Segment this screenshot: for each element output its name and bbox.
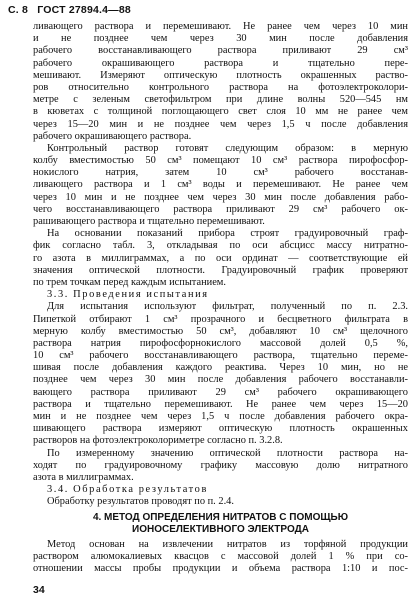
text-line: Пипеткой отбирают 1 см³ прозрачного и бесцветного фильтрата в (33, 313, 408, 325)
text-line: по трем точкам перед каждым испытанием. (33, 276, 226, 288)
text-line: фик согласно табл. 3, откладывая по оси абсцисс массу нитратно- (33, 240, 408, 252)
text-line: го азота в миллиграммах, а по оси ординат — соответствующие ей (33, 252, 408, 264)
page-header (8, 4, 137, 16)
text-line: Контрольный раствор готовят следующим образом: в мерную (47, 142, 408, 154)
standard-number: ГОСТ 27894.4—88 (37, 4, 131, 16)
document-body (33, 21, 408, 575)
text-line: рабочего окрашивающего раствора. (33, 130, 192, 142)
text-line: значения оптической плотности. Градуировочный график проверяют (33, 264, 408, 276)
section-heading: ИОНОСЕЛЕКТИВНОГО ЭЛЕКТРОДА (132, 523, 309, 535)
text-line: через 10 мин и не позднее чем через 30 мин после добавления рабо- (33, 191, 408, 203)
text-line: через 15—20 мин и не позднее чем через 1,5 ч после добавления (33, 118, 408, 130)
text-line: рабочего восстанавливающего раствора приливают 29 см³ (33, 45, 408, 57)
text-line: нокислого натрия, затем 10 см³ рабочего восстанав- (33, 167, 408, 179)
text-line: растворов на фотоэлектроколориметре согласно п. 3.2.8. (33, 435, 283, 447)
text-line: 3.3. Проведения испытания (47, 289, 209, 301)
text-line: 3.4. Обработка результатов (47, 484, 208, 496)
text-line: колбу вместимостью 50 см³ помещают 10 см³ раствора пирофосфор- (33, 155, 408, 167)
text-line: азота в миллиграммах. (33, 471, 134, 483)
text-line: отношении массы пробы продукции и объема раствора 1:10 и пос- (33, 563, 408, 575)
text-line: мешивают. Измеряют оптическую плотность окрашенных раство- (33, 69, 408, 81)
text-line: раствора натрия пирофосфорнокислого массовой долей 0,5 %, (33, 337, 408, 349)
text-line: мерную колбу вместимостью 50 см³, добавляют 10 см³ щелочного (33, 325, 408, 337)
text-line: чего восстанавливающего раствора приливают 29 см³ рабочего ок- (33, 203, 408, 215)
text-line: Обработку результатов проводят по п. 2.4. (47, 496, 234, 508)
text-line: метре с зеленым светофильтром при длине волны 520—545 нм (33, 94, 408, 106)
text-line: рашивающего раствора и тщательно перемешивают. (33, 216, 265, 227)
text-line: мин и не позднее чем через 1,5 ч после добавления рабочего окра- (33, 411, 408, 422)
text-line: Для испытания используют фильтрат, полученный по п. 2.3. (47, 301, 408, 313)
text-line: Метод основан на извлечении нитратов из торфяной продукции (47, 538, 408, 550)
text-line: ров относительно контрольного раствора на фотоэлектроколори- (33, 81, 408, 93)
text-line: раствора и тщательно перемешивают. Не ранее чем через 15—20 (33, 398, 408, 410)
text-line: 10 см³ рабочего восстанавливающего раствора, тщательно переме- (33, 350, 408, 362)
text-line: ливающего раствора и перемешивают. Не ранее чем через 10 мин (33, 21, 408, 32)
text-line: раствором алюмокалиевых квасцов с массовой долей 1 % при со- (33, 551, 408, 563)
text-line: позднее чем через 30 мин после добавления рабочего восстанавли- (33, 374, 408, 386)
page-number: 34 (33, 584, 45, 596)
text-line: рабочего окрашивающего раствора и тщательно пере- (33, 57, 408, 69)
text-line: и не позднее чем через 30 мин после добавления (33, 33, 408, 45)
page-label: С. 8 (8, 4, 29, 16)
text-line: На основании показаний прибора строят градуировочный граф- (47, 228, 408, 240)
text-line: в кюветах с толщиной поглощающего свет слоя 10 мм не ранее чем (33, 106, 408, 118)
text-line: По измеренному значению оптической плотности раствора на- (47, 447, 408, 459)
text-line: шивающего раствора измеряют оптическую плотность окрашенных (33, 423, 408, 435)
text-line: ходят по градуировочному графику массовую долю нитратного (33, 459, 408, 471)
text-line: ливающего раствора и 1 см³ воды и перемешивают. Не ранее чем (33, 179, 408, 191)
text-line: вающего раствора приливают 29 см³ рабочего окрашивающего (33, 386, 408, 398)
text-line: шивая после добавления каждого реактива. Через 10 мин, но не (33, 362, 408, 374)
section-heading: 4. МЕТОД ОПРЕДЕЛЕНИЯ НИТРАТОВ С ПОМОЩЬЮ (92, 511, 349, 523)
